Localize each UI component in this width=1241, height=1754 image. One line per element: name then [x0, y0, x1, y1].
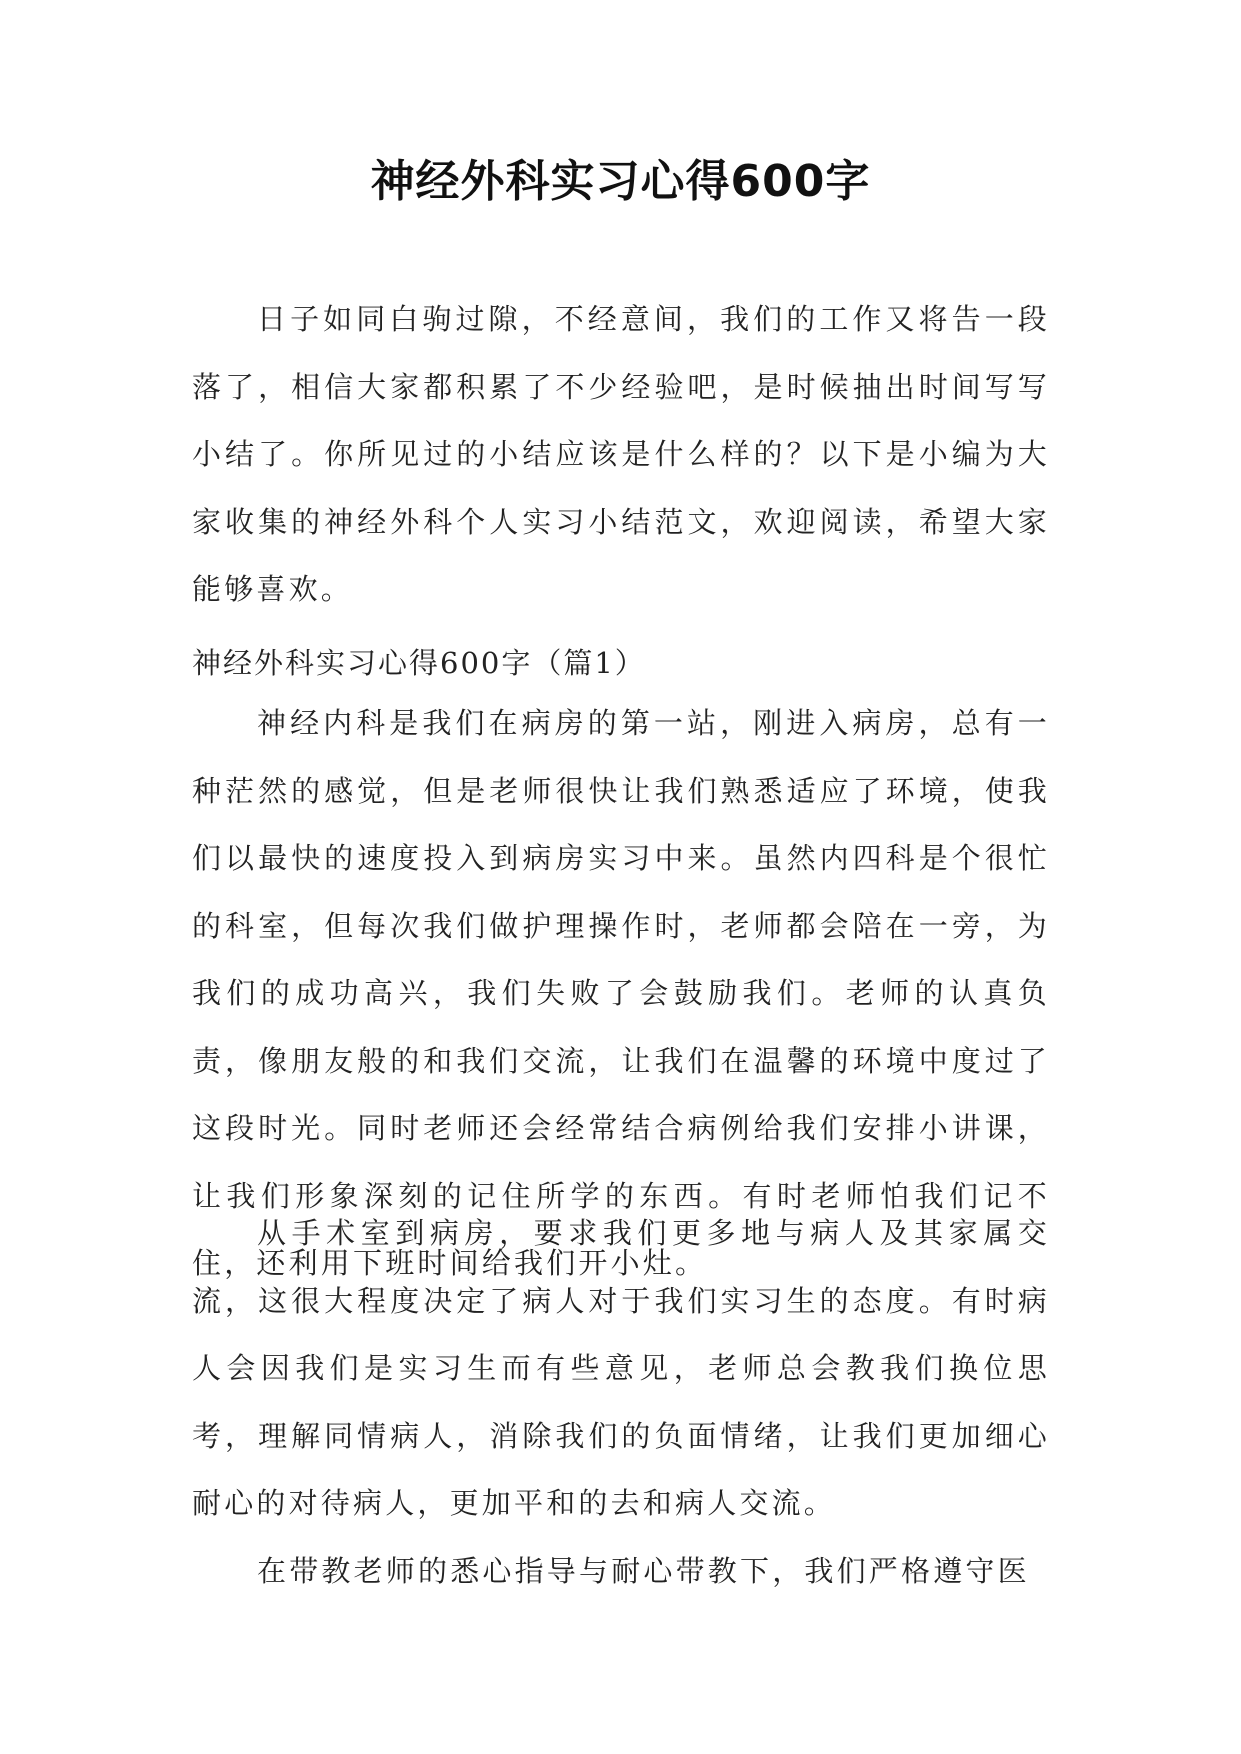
page-title: 神经外科实习心得600字: [370, 156, 871, 207]
section-heading: 神经外科实习心得600字（篇1）: [192, 646, 646, 680]
intro-paragraph: 日子如同白驹过隙，不经意间，我们的工作又将告一段落了，相信大家都积累了不少经验吧，是时候抽出时间写写小结了。你所见过的小结应该是什么样的？以下是小编为大家收集的神经外科个人实习小结范文，欢迎阅读，希望大家能够喜欢。: [192, 302, 1050, 606]
body-paragraph-2: 从手术室到病房，要求我们更多地与病人及其家属交流，这很大程度决定了病人对于我们实习生的态度。有时病人会因我们是实习生而有些意见，老师总会教我们换位思考，理解同情病人，消除我们的负面情绪，让我们更加细心耐心的对待病人，更加平和的去和病人交流。: [192, 1216, 1050, 1520]
body-paragraph-3: 在带教老师的悉心指导与耐心带教下，我们严格遵守医: [257, 1554, 1030, 1588]
body-paragraph-1: 神经内科是我们在病房的第一站，刚进入病房，总有一种茫然的感觉，但是老师很快让我们熟悉适应了环境，使我们以最快的速度投入到病房实习中来。虽然内四科是个很忙的科室，但每次我们做护理操作时，老师都会陪在一旁，为我们的成功高兴，我们失败了会鼓励我们。老师的认真负责，像朋友般的和我们交流，让我们在温馨的环境中度过了这段时光。同时老师还会经常结合病例给我们安排小讲课，让我们形象深刻的记住所学的东西。有时老师怕我们记不住，还利用下班时间给我们开小灶。: [192, 706, 1050, 1280]
